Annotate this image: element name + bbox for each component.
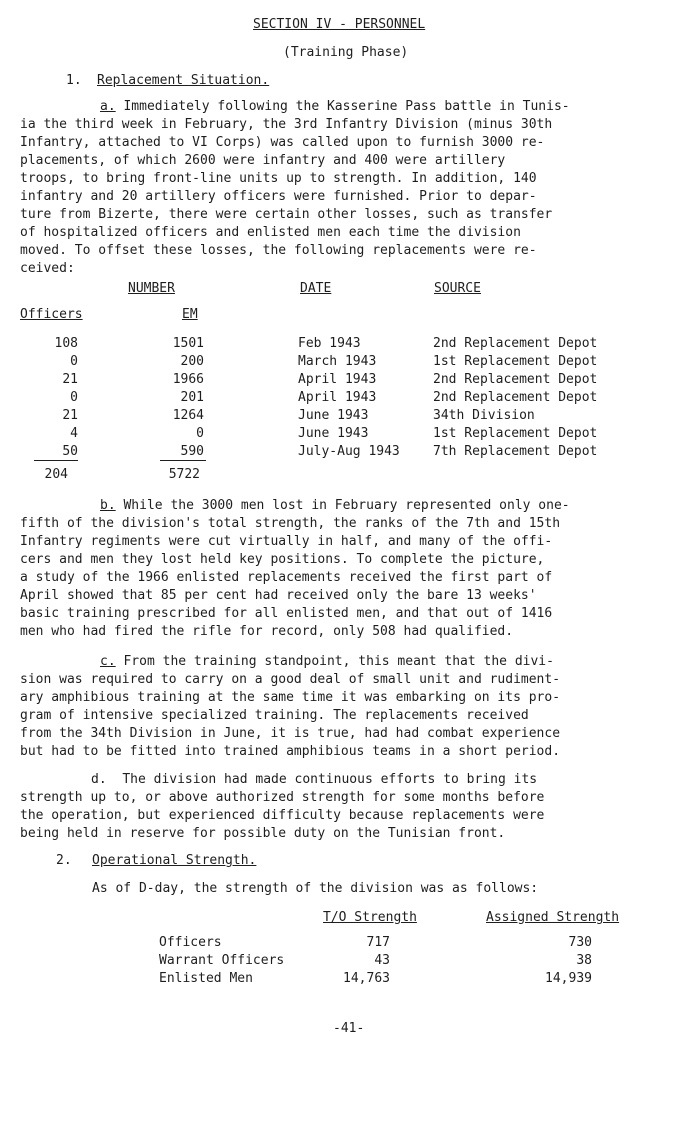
strength-assigned: 730 bbox=[568, 935, 592, 950]
strength-assigned: 38 bbox=[576, 953, 592, 968]
paragraph-c bbox=[20, 653, 684, 761]
paragraph-b-line: fifth of the division's total strength, the ranks of the 7th and 15th bbox=[20, 516, 561, 531]
paragraph-b-line: basic training prescribed for all enlisted men, and that out of 1416 bbox=[20, 606, 553, 621]
paragraph-c-line: but had to be fitted into trained amphibious teams in a short period. bbox=[20, 744, 561, 759]
table-header-officers: Officers bbox=[20, 307, 83, 322]
heading-number-2: 2. bbox=[56, 853, 72, 868]
paragraph-d-label: d. bbox=[91, 772, 107, 787]
cell-date: April 1943 bbox=[298, 372, 377, 387]
cell-source: 2nd Replacement Depot bbox=[433, 372, 598, 387]
cell-date: April 1943 bbox=[298, 390, 377, 405]
cell-source: 2nd Replacement Depot bbox=[433, 390, 598, 405]
table-row bbox=[0, 389, 690, 407]
paragraph-b-label: b. bbox=[100, 498, 116, 513]
strength-row bbox=[0, 970, 690, 988]
heading-number-1: 1. bbox=[66, 73, 82, 88]
section-title: SECTION IV - PERSONNEL bbox=[253, 17, 426, 32]
paragraph-a-line: ture from Bizerte, there were certain other losses, such as transfer bbox=[20, 207, 553, 222]
strength-header-to: T/O Strength bbox=[323, 910, 417, 925]
paragraph-a-line: troops, to bring front-line units up to strength. In addition, 140 bbox=[20, 171, 537, 186]
paragraph-c-line: ary amphibious training at the same time it was embarking on its pro- bbox=[20, 690, 561, 705]
cell-em: 201 bbox=[180, 390, 204, 405]
total-rule-em bbox=[160, 460, 206, 461]
paragraph-a-line: infantry and 20 artillery officers were furnished. Prior to depar- bbox=[20, 189, 537, 204]
paragraph-a bbox=[20, 98, 684, 278]
paragraph-b-line: a study of the 1966 enlisted replacements received the first part of bbox=[20, 570, 553, 585]
strength-to: 14,763 bbox=[343, 971, 390, 986]
cell-date: June 1943 bbox=[298, 408, 369, 423]
paragraph-a-line: moved. To offset these losses, the following replacements were re- bbox=[20, 243, 537, 258]
table-header-number: NUMBER bbox=[128, 281, 175, 296]
cell-officers: 108 bbox=[54, 336, 78, 351]
paragraph-a-line: ceived: bbox=[20, 261, 75, 276]
paragraph-c-line: gram of intensive specialized training. The replacements received bbox=[20, 708, 529, 723]
paragraph-a-line: a. Immediately following the Kasserine Pass battle in Tunis- bbox=[100, 99, 570, 114]
table-header-source: SOURCE bbox=[434, 281, 481, 296]
paragraph-a-line: Infantry, attached to VI Corps) was called upon to furnish 3000 re- bbox=[20, 135, 545, 150]
strength-to: 717 bbox=[366, 935, 390, 950]
paragraph-b-line: April showed that 85 per cent had received only the bare 13 weeks' bbox=[20, 588, 537, 603]
paragraph-a-line: placements, of which 2600 were infantry and 400 were artillery bbox=[20, 153, 506, 168]
paragraph-d-line: strength up to, or above authorized strength for some months before bbox=[20, 790, 545, 805]
cell-source: 1st Replacement Depot bbox=[433, 426, 598, 441]
cell-em: 1966 bbox=[172, 372, 204, 387]
cell-officers: 21 bbox=[62, 372, 78, 387]
heading-replacement-situation: Replacement Situation. bbox=[97, 73, 270, 88]
paragraph-c-line: c. From the training standpoint, this meant that the divi- bbox=[100, 654, 554, 669]
cell-source: 7th Replacement Depot bbox=[433, 444, 598, 459]
strength-intro: As of D-day, the strength of the division was as follows: bbox=[92, 881, 539, 896]
cell-em: 590 bbox=[180, 444, 204, 459]
strength-header-assigned: Assigned Strength bbox=[486, 910, 620, 925]
cell-date: March 1943 bbox=[298, 354, 377, 369]
cell-em: 0 bbox=[196, 426, 204, 441]
cell-date: June 1943 bbox=[298, 426, 369, 441]
table-row bbox=[0, 353, 690, 371]
cell-source: 1st Replacement Depot bbox=[433, 354, 598, 369]
paragraph-a-label: a. bbox=[100, 99, 116, 114]
strength-row bbox=[0, 952, 690, 970]
strength-label: Officers bbox=[159, 935, 222, 950]
cell-officers: 21 bbox=[62, 408, 78, 423]
cell-em: 1501 bbox=[172, 336, 204, 351]
strength-assigned: 14,939 bbox=[545, 971, 592, 986]
paragraph-b-line: cers and men they lost held key positions. To complete the picture, bbox=[20, 552, 545, 567]
page-number: -41- bbox=[333, 1021, 365, 1036]
paragraph-a-line: of hospitalized officers and enlisted men each time the division bbox=[20, 225, 521, 240]
heading-operational-strength: Operational Strength. bbox=[92, 853, 257, 868]
table-header-em: EM bbox=[182, 307, 198, 322]
strength-row bbox=[0, 934, 690, 952]
paragraph-b-line: men who had fired the rifle for record, only 508 had qualified. bbox=[20, 624, 514, 639]
paragraph-c-line: sion was required to carry on a good deal of small unit and rudiment- bbox=[20, 672, 561, 687]
table-row bbox=[0, 407, 690, 425]
table-header-date: DATE bbox=[300, 281, 332, 296]
paragraph-c-label: c. bbox=[100, 654, 116, 669]
paragraph-d-line: being held in reserve for possible duty on the Tunisian front. bbox=[20, 826, 506, 841]
paragraph-b-line: b. While the 3000 men lost in February represented only one- bbox=[100, 498, 570, 513]
paragraph-d bbox=[20, 771, 684, 843]
paragraph-d-line: the operation, but experienced difficulty because replacements were bbox=[20, 808, 545, 823]
cell-source: 2nd Replacement Depot bbox=[433, 336, 598, 351]
section-subtitle: (Training Phase) bbox=[283, 45, 409, 60]
cell-officers: 0 bbox=[70, 390, 78, 405]
total-officers: 204 bbox=[44, 467, 68, 482]
strength-label: Enlisted Men bbox=[159, 971, 253, 986]
total-em: 5722 bbox=[168, 467, 200, 482]
paragraph-c-line: from the 34th Division in June, it is true, had had combat experience bbox=[20, 726, 561, 741]
table-row bbox=[0, 371, 690, 389]
cell-officers: 4 bbox=[70, 426, 78, 441]
cell-source: 34th Division bbox=[433, 408, 535, 423]
cell-officers: 0 bbox=[70, 354, 78, 369]
table-row bbox=[0, 425, 690, 443]
cell-em: 1264 bbox=[172, 408, 204, 423]
table-total-row bbox=[0, 466, 690, 484]
cell-date: Feb 1943 bbox=[298, 336, 361, 351]
cell-em: 200 bbox=[180, 354, 204, 369]
strength-to: 43 bbox=[374, 953, 390, 968]
paragraph-b-line: Infantry regiments were cut virtually in half, and many of the offi- bbox=[20, 534, 553, 549]
paragraph-d-line: d. The division had made continuous efforts to bring its bbox=[91, 772, 538, 787]
cell-date: July-Aug 1943 bbox=[298, 444, 400, 459]
paragraph-a-line: ia the third week in February, the 3rd Infantry Division (minus 30th bbox=[20, 117, 553, 132]
table-row bbox=[0, 443, 690, 461]
strength-label: Warrant Officers bbox=[159, 953, 285, 968]
table-row bbox=[0, 335, 690, 353]
cell-officers: 50 bbox=[62, 444, 78, 459]
total-rule-officers bbox=[34, 460, 78, 461]
paragraph-b bbox=[20, 497, 684, 641]
